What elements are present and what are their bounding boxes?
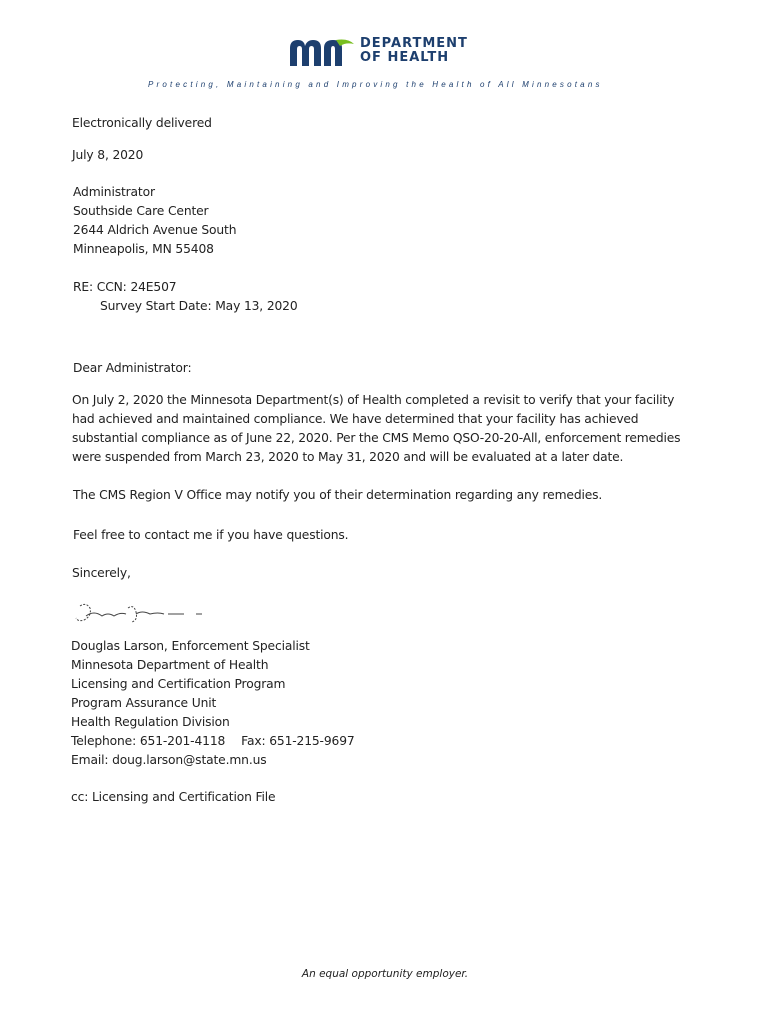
mn-logo xyxy=(288,36,488,68)
survey-start-line: Survey Start Date: May 13, 2020 xyxy=(100,299,298,313)
paragraph-line: had achieved and maintained compliance. We have determined that your facility has achieved xyxy=(72,412,639,426)
re-line: RE: CCN: 24E507 xyxy=(73,280,177,294)
delivery-method: Electronically delivered xyxy=(72,116,212,130)
signature xyxy=(72,600,222,628)
paragraph-line: On July 2, 2020 the Minnesota Department(s) of Health completed a revisit to verify that your facility xyxy=(72,393,675,407)
telephone: Telephone: 651-201-4118 xyxy=(71,734,226,748)
paragraph-line: were suspended from March 23, 2020 to May 31, 2020 and will be evaluated at a later date. xyxy=(72,450,624,464)
recipient-line: Southside Care Center xyxy=(73,204,209,218)
closing: Sincerely, xyxy=(72,566,131,580)
recipient-address xyxy=(73,183,236,259)
signer-block xyxy=(71,637,355,770)
recipient-line: Minneapolis, MN 55408 xyxy=(73,242,214,256)
recipient-line: Administrator xyxy=(73,185,155,199)
signer-line: Minnesota Department of Health xyxy=(71,658,269,672)
cc-line: cc: Licensing and Certification File xyxy=(71,790,276,804)
signer-line: Douglas Larson, Enforcement Specialist xyxy=(71,639,310,653)
logo-wordmark xyxy=(360,37,468,65)
signer-line: Program Assurance Unit xyxy=(71,696,217,710)
logo-text-line1: DEPARTMENT xyxy=(360,36,468,51)
letter-date: July 8, 2020 xyxy=(72,148,144,162)
tagline: Protecting, Maintaining and Improving the Health of All Minnesotans xyxy=(148,80,603,89)
contact-phone-line xyxy=(71,732,355,751)
paragraph-line: substantial compliance as of June 22, 2020. Per the CMS Memo QSO-20-20-All, enforcement remedies xyxy=(72,431,681,445)
letterhead xyxy=(0,30,770,100)
signer-line: Licensing and Certification Program xyxy=(71,677,286,691)
logo-text-line2: OF HEALTH xyxy=(360,50,450,65)
recipient-line: 2644 Aldrich Avenue South xyxy=(73,223,237,237)
salutation: Dear Administrator: xyxy=(73,361,192,375)
signature-icon xyxy=(72,600,222,628)
paragraph-contact: Feel free to contact me if you have questions. xyxy=(73,528,349,542)
email: Email: doug.larson@state.mn.us xyxy=(71,753,267,767)
mn-logo-icon xyxy=(288,36,356,68)
signer-line: Health Regulation Division xyxy=(71,715,230,729)
footer-eoe: An equal opportunity employer. xyxy=(301,968,469,980)
fax: Fax: 651-215-9697 xyxy=(241,734,355,748)
paragraph-revisit xyxy=(72,391,712,467)
paragraph-cms-region: The CMS Region V Office may notify you of their determination regarding any remedies. xyxy=(73,488,603,502)
